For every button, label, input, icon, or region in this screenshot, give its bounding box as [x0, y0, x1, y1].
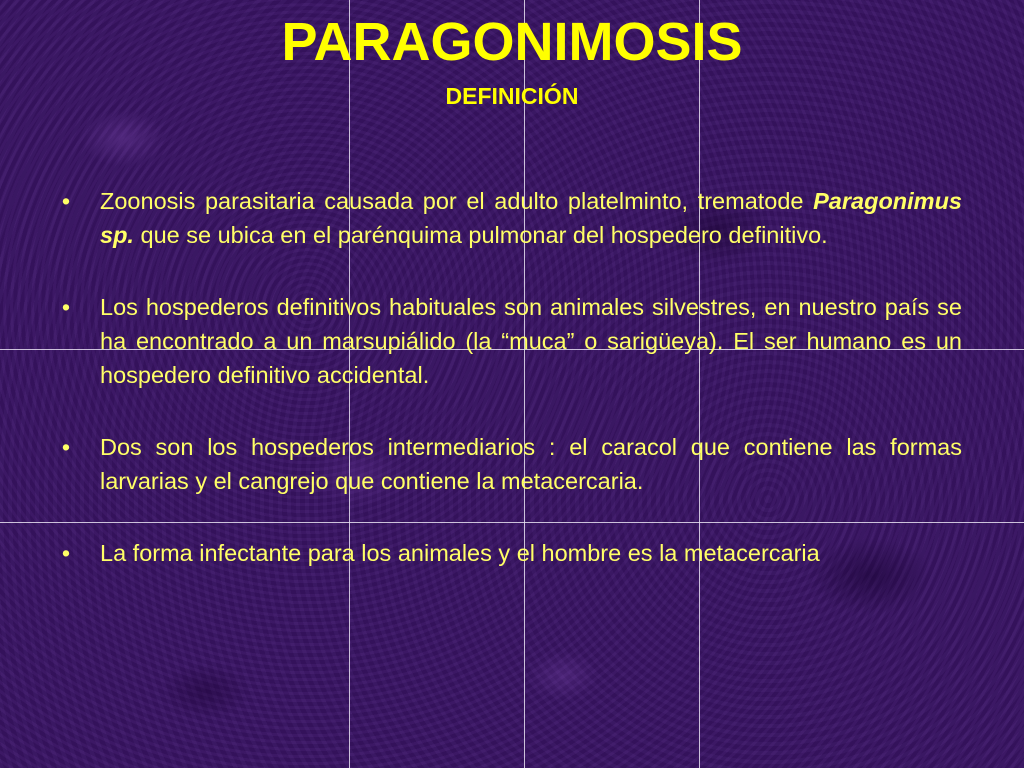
bullet-icon: • [61, 540, 71, 566]
bullet-text-after: que se ubica en el parénquima pulmonar del hospedero definitivo. [133, 222, 828, 248]
bullet-icon: • [61, 294, 71, 320]
bullet-text: Los hospederos definitivos habituales son animales silvestres, en nuestro país se ha encontrado a un marsupiálido (la “muca” o sarigüeya). El ser humano es un hospedero definitivo accidental. [100, 294, 962, 388]
bullet-list [56, 184, 962, 608]
bullet-icon: • [61, 188, 71, 214]
slide-title: PARAGONIMOSIS [281, 12, 743, 72]
bullet-text: La forma infectante para los animales y el hombre es la metacercaria [100, 540, 820, 566]
bullet-item-intermediate-hosts [56, 430, 962, 498]
bullet-item-infective-form [56, 536, 962, 570]
bullet-text: Dos son los hospederos intermediarios : el caracol que contiene las formas larvarias y el cangrejo que contiene la metacercaria. [100, 434, 962, 494]
species-name: Paragonimus sp. [100, 188, 962, 248]
slide-subtitle: DEFINICIÓN [445, 83, 579, 109]
bullet-text-before: Zoonosis parasitaria causada por el adulto platelminto, trematode [100, 188, 814, 214]
bullet-icon: • [61, 434, 71, 460]
bullet-item-definition [56, 184, 962, 252]
bullet-item-definitive-hosts [56, 290, 962, 392]
